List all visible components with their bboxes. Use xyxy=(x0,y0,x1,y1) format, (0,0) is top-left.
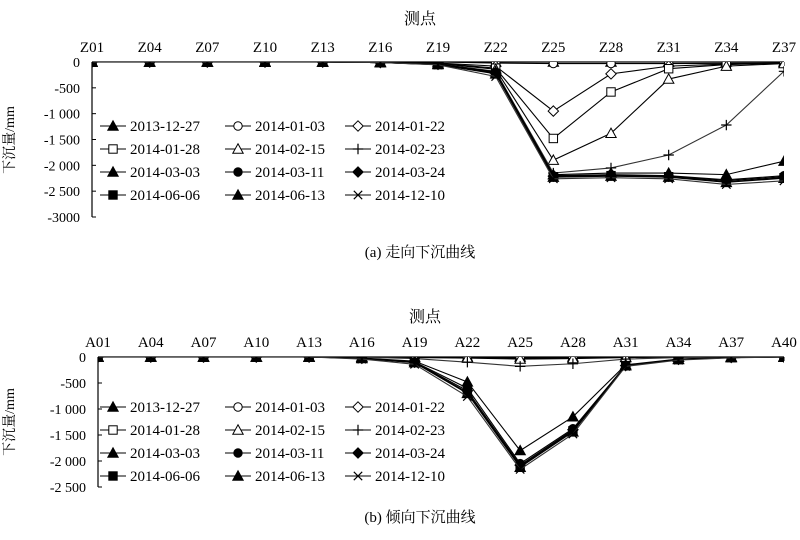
y-tick-label: -500 xyxy=(54,81,80,97)
x-tick-label-z34: Z34 xyxy=(714,40,739,56)
legend-item-2014-02-15 xyxy=(225,142,325,158)
legend-label: 2014-02-15 xyxy=(255,423,325,439)
legend-label: 2014-06-13 xyxy=(255,469,325,485)
data-point-2014-01-22-z25 xyxy=(548,106,558,116)
legend-label: 2014-03-11 xyxy=(255,165,325,181)
x-tick-label-a22: A22 xyxy=(454,335,481,351)
chart-caption: (a) 走向下沉曲线 xyxy=(364,245,476,261)
x-tick-label-z31: Z31 xyxy=(656,40,681,56)
legend-marker-2014-01-22 xyxy=(353,402,363,412)
x-tick-label-a16: A16 xyxy=(348,335,375,351)
x-tick-label-a31: A31 xyxy=(612,335,639,351)
legend-marker-2014-03-24 xyxy=(353,167,363,177)
y-tick-label: -1 500 xyxy=(49,429,86,444)
x-tick-label-z22: Z22 xyxy=(483,40,508,56)
x-tick-label-a04: A04 xyxy=(137,335,164,351)
data-point-2014-01-22-z28 xyxy=(606,69,616,79)
legend-item-2014-03-03 xyxy=(100,165,200,181)
data-point-2014-01-03-z28 xyxy=(607,59,615,67)
legend-label: 2013-12-27 xyxy=(130,119,200,135)
legend-label: 2014-06-13 xyxy=(255,188,325,204)
x-tick-label-z04: Z04 xyxy=(137,40,162,56)
legend-item-2014-12-10 xyxy=(345,188,445,204)
legend-item-2014-02-23 xyxy=(345,423,445,439)
legend-item-2014-03-24 xyxy=(345,165,445,181)
legend-label: 2014-06-06 xyxy=(130,469,200,485)
data-point-2014-02-23-z31 xyxy=(663,150,673,160)
legend-item-2014-03-24 xyxy=(345,446,445,462)
y-tick-label: 0 xyxy=(73,56,80,71)
legend-item-2014-06-13 xyxy=(225,469,325,485)
legend-item-2014-03-03 xyxy=(100,446,200,462)
legend-item-2014-02-15 xyxy=(225,423,325,439)
x-tick-label-a37: A37 xyxy=(718,335,745,351)
x-tick-label-a40: A40 xyxy=(771,335,797,351)
x-tick-label-a28: A28 xyxy=(560,335,586,351)
x-tick-label-a13: A13 xyxy=(296,335,322,351)
x-axis-title: 测点 xyxy=(408,309,442,326)
legend-item-2014-01-03 xyxy=(225,400,325,416)
x-tick-label-z07: Z07 xyxy=(195,40,220,56)
legend-label: 2013-12-27 xyxy=(130,400,200,416)
legend-marker-2014-06-06 xyxy=(109,191,117,199)
data-point-2014-01-28-z28 xyxy=(607,88,615,96)
legend-item-2013-12-27 xyxy=(100,119,200,135)
legend-marker-2014-03-24 xyxy=(353,448,363,458)
y-tick-label: 0 xyxy=(79,351,86,366)
x-tick-label-z25: Z25 xyxy=(541,40,566,56)
data-point-2014-01-03-z25 xyxy=(549,59,557,67)
x-tick-label-a19: A19 xyxy=(401,335,428,351)
legend-label: 2014-02-23 xyxy=(375,423,445,439)
x-tick-label-a34: A34 xyxy=(665,335,692,351)
legend-item-2014-03-11 xyxy=(225,165,324,181)
legend-marker-2014-06-06 xyxy=(109,472,117,480)
y-tick-label: -2 000 xyxy=(43,159,80,175)
legend xyxy=(100,400,445,485)
chart-panel-b xyxy=(2,308,797,526)
chart-panel-a xyxy=(2,10,797,261)
chart-caption: (b) 倾向下沉曲线 xyxy=(364,510,476,526)
legend-label: 2014-03-24 xyxy=(375,446,445,462)
legend-marker-2013-12-27 xyxy=(107,402,119,411)
legend-item-2014-06-06 xyxy=(100,469,200,485)
legend-label: 2014-03-03 xyxy=(130,446,200,462)
legend-marker-2014-03-11 xyxy=(234,168,242,176)
y-axis-title: 下沉量/mm xyxy=(3,106,18,174)
x-tick-label-z28: Z28 xyxy=(598,40,624,56)
data-point-2014-03-03-a25 xyxy=(515,445,525,454)
legend-marker-2014-01-28 xyxy=(109,426,117,434)
legend-item-2014-01-03 xyxy=(225,119,325,135)
legend-label: 2014-01-22 xyxy=(375,119,445,135)
legend-label: 2014-01-28 xyxy=(130,142,200,158)
y-tick-label: -2 000 xyxy=(49,455,86,470)
legend-item-2014-01-22 xyxy=(345,119,445,135)
legend-label: 2014-12-10 xyxy=(375,188,445,204)
legend-label: 2014-02-23 xyxy=(375,142,445,158)
x-tick-label-a10: A10 xyxy=(243,335,270,351)
y-tick-label: -3000 xyxy=(47,211,80,226)
legend-marker-2014-01-28 xyxy=(109,145,117,153)
data-point-2014-02-15-z25 xyxy=(548,155,558,164)
y-tick-label: -1 500 xyxy=(43,133,80,149)
y-axis-title: 下沉量/mm xyxy=(3,388,18,456)
legend-label: 2014-03-03 xyxy=(130,165,200,181)
legend-label: 2014-03-24 xyxy=(375,165,445,181)
legend-item-2014-03-11 xyxy=(225,446,324,462)
y-tick-label: -1 000 xyxy=(49,403,86,418)
y-tick-label: -2 500 xyxy=(43,185,80,201)
legend-item-2014-01-28 xyxy=(100,142,200,158)
legend-item-2013-12-27 xyxy=(100,400,200,416)
x-tick-label-a25: A25 xyxy=(507,335,534,351)
y-tick-label: -1 000 xyxy=(43,107,80,123)
legend-marker-2014-02-23 xyxy=(353,425,363,435)
legend-label: 2014-03-11 xyxy=(255,446,325,462)
legend-marker-2014-02-23 xyxy=(353,144,363,154)
legend-item-2014-12-10 xyxy=(345,469,445,485)
x-tick-label-z37: Z37 xyxy=(771,40,797,56)
legend-item-2014-01-28 xyxy=(100,423,200,439)
y-tick-label: -2 500 xyxy=(49,481,86,496)
x-tick-label-z13: Z13 xyxy=(310,40,335,56)
legend-item-2014-06-13 xyxy=(225,188,325,204)
legend-label: 2014-01-22 xyxy=(375,400,445,416)
x-tick-label-z19: Z19 xyxy=(425,40,451,56)
legend-label: 2014-12-10 xyxy=(375,469,445,485)
legend-label: 2014-06-06 xyxy=(130,188,200,204)
data-point-2014-01-28-z31 xyxy=(664,65,672,73)
y-tick-label: -500 xyxy=(60,377,86,392)
x-tick-label-a07: A07 xyxy=(190,335,217,351)
legend-label: 2014-01-03 xyxy=(255,119,325,135)
data-point-2014-03-03-z37 xyxy=(779,156,789,165)
legend-marker-2014-01-03 xyxy=(234,122,242,130)
legend-label: 2014-01-03 xyxy=(255,400,325,416)
legend-item-2014-06-06 xyxy=(100,188,200,204)
x-axis-title: 测点 xyxy=(403,11,437,28)
legend-label: 2014-01-28 xyxy=(130,423,200,439)
legend-item-2014-01-22 xyxy=(345,400,445,416)
legend-label: 2014-02-15 xyxy=(255,142,325,158)
legend xyxy=(100,119,445,204)
legend-item-2014-02-23 xyxy=(345,142,445,158)
x-tick-label-z01: Z01 xyxy=(79,40,105,56)
x-tick-label-a01: A01 xyxy=(85,335,111,351)
legend-marker-2014-01-22 xyxy=(353,121,363,131)
legend-marker-2014-03-11 xyxy=(234,449,242,457)
x-tick-label-z10: Z10 xyxy=(252,40,278,56)
legend-marker-2013-12-27 xyxy=(107,121,119,130)
x-tick-label-z16: Z16 xyxy=(368,40,393,56)
legend-marker-2014-01-03 xyxy=(234,403,242,411)
data-point-2014-01-28-z25 xyxy=(549,134,557,142)
